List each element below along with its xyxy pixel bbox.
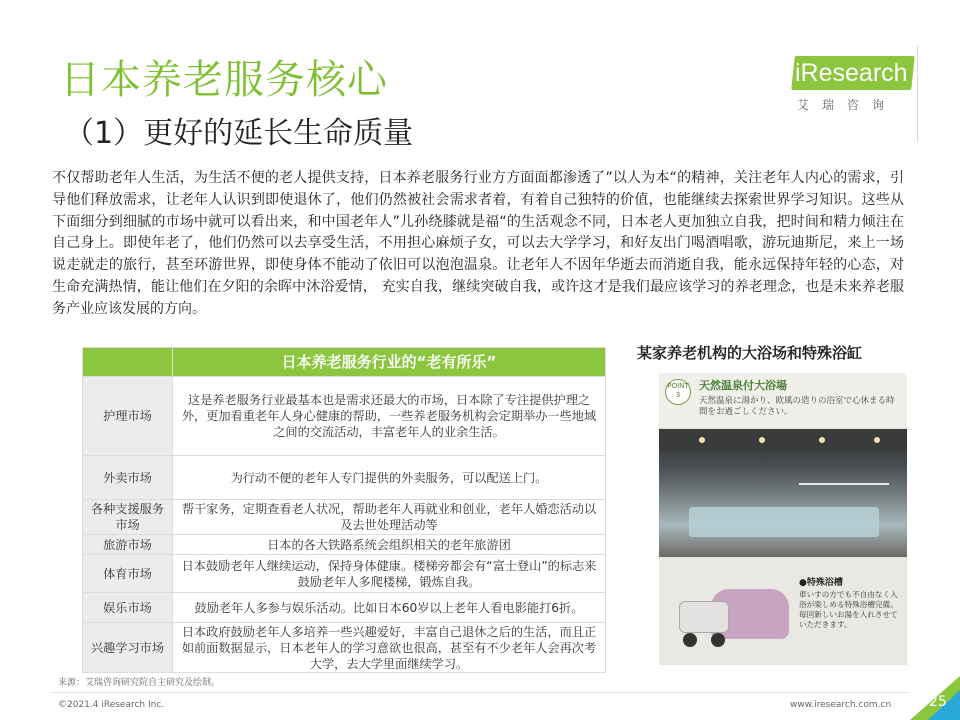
table-row — [83, 535, 606, 555]
row-category: 护理市场 — [83, 377, 173, 456]
table-row — [83, 555, 606, 593]
website-link[interactable]: www.iresearch.com.cn — [790, 700, 892, 710]
bath-photo — [659, 373, 907, 665]
table-row — [83, 623, 606, 673]
table-header: 日本养老服务行业的“老有所乐” — [173, 348, 606, 377]
row-category: 兴趣学习市场 — [83, 623, 173, 673]
body-paragraph: 不仅帮助老年人生活，为生活不便的老人提供支持，日本养老服务行业方方面面都渗透了”以人为本“的精神，关注老年人内心的需求，引导他们释放需求，让老年人认识到即使退休了，他们仍然被社会需求者着，有着自己独特的价值，也能继续去探索世界学习知识。这些从下面细分到细腻的市场中就可以看出来，和中国老年人”儿孙绕膝就是福“的生活观念不同，日本老人更加独立自我，把时间和精力倾注在自己身上。即使年老了，他们仍然可以去享受生活，不用担心麻烦子女，可以去大学学习，和好友出门喝酒唱歌，游玩迪斯尼，来上一场说走就走的旅行，甚至环游世界，即使身体不能动了依旧可以泡泡温泉。让老年人不因年华逝去而消逝自我，能永远保持年轻的心态，对生命充满热情，能让他们在夕阳的余晖中沐浴爱情， 充实自我，继续突破自我，或许这才是我们最应该学习的养老理念，也是未来养老服务产业应该发展的方向。 — [52, 170, 904, 317]
table-header-corner — [83, 348, 173, 377]
table-row — [83, 593, 606, 623]
special-tub-title: ●特殊浴槽 — [799, 578, 843, 588]
chair-shape — [679, 601, 729, 633]
photo-sign — [659, 373, 907, 427]
ceiling-lamp — [759, 437, 765, 443]
footer-divider — [52, 692, 908, 693]
ceiling — [659, 429, 907, 451]
table-row — [83, 456, 606, 500]
header-divider — [917, 46, 918, 142]
logo-chinese-name: 艾瑞咨询 — [797, 98, 898, 112]
sign-text: 天然温泉に湯かり、欧風の造りの浴室で心休まる時間をお過ごしください。 — [699, 396, 895, 417]
special-tub-image — [671, 571, 791, 653]
wheel-icon — [683, 633, 697, 647]
section-subtitle: （1）更好的延长生命质量 — [64, 116, 414, 151]
point-badge: POINT 3 — [665, 379, 691, 405]
row-description: 这是养老服务行业最基本也是需求还最大的市场，日本除了专注提供护理之外，更加看重老年人身心健康的帮助，一些养老服务机构会定期举办一些地域之间的交流活动，丰富老年人的业余生活。 — [173, 377, 606, 456]
row-description: 日本的各大铁路系统会组织相关的老年旅游团 — [173, 535, 606, 555]
row-description: 日本政府鼓励老年人多培养一些兴趣爱好，丰富自己退休之后的生活，而且正如前面数据显示，日本老年人的学习意欲也很高，甚至有不少老年人会再次考大学，去大学里面继续学习。 — [173, 623, 606, 673]
wheel-icon — [711, 633, 725, 647]
row-description: 帮干家务，定期查看老人状况，帮助老年人再就业和创业，老年人婚恋活动以及去世处理活动等 — [173, 500, 606, 535]
special-tub-panel — [659, 559, 907, 665]
copyright: ©2021.4 iResearch Inc. — [58, 700, 165, 710]
row-category: 体育市场 — [83, 555, 173, 593]
bath-hall-image — [659, 429, 907, 557]
row-description: 为行动不便的老年人专门提供的外卖服务，可以配送上门。 — [173, 456, 606, 500]
logo-name: iResearch — [795, 59, 908, 87]
photo-caption: 某家养老机构的大浴场和特殊浴缸 — [637, 344, 863, 362]
services-table-container — [82, 347, 605, 671]
bath-water — [689, 507, 879, 537]
row-category: 旅游市场 — [83, 535, 173, 555]
source-note: 来源：艾瑞咨询研究院自主研究及绘制。 — [58, 678, 221, 688]
page-title: 日本养老服务核心 — [60, 57, 388, 103]
row-category: 外卖市场 — [83, 456, 173, 500]
ceiling-lamp — [819, 437, 825, 443]
row-category: 娱乐市场 — [83, 593, 173, 623]
page-number: 25 — [929, 694, 947, 710]
ceiling-lamp — [699, 437, 705, 443]
row-category: 各种支援服务市场 — [83, 500, 173, 535]
ceiling-lamp — [874, 437, 880, 443]
iresearch-logo — [775, 46, 915, 126]
table-header-row — [83, 348, 606, 377]
table-row — [83, 377, 606, 456]
row-description: 鼓励老年人多参与娱乐活动。比如日本60岁以上老年人看电影能打6折。 — [173, 593, 606, 623]
bath-rail — [799, 483, 889, 507]
special-tub-text: 車いすの方でも不自由なく入浴が楽しめる特殊浴槽完備。毎回新しいお湯を入れさせていただきます。 — [799, 590, 898, 629]
services-table — [82, 347, 606, 673]
sign-title: 天然温泉付大浴場 — [699, 379, 787, 392]
row-description: 日本鼓励老年人继续运动，保持身体健康。楼梯旁都会有“富士登山”的标志来鼓励老年人多爬楼梯，锻炼自我。 — [173, 555, 606, 593]
table-row — [83, 500, 606, 535]
